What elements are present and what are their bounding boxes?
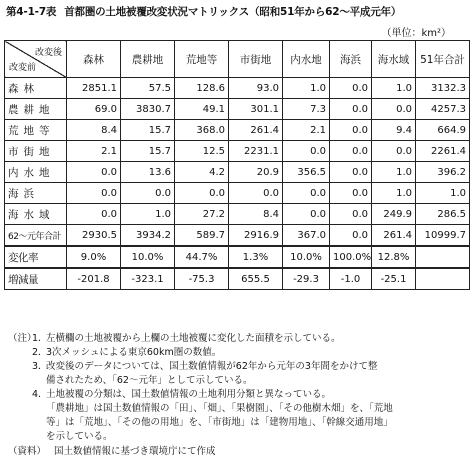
note-text: を示している。 <box>46 431 113 442</box>
note-line <box>8 374 458 388</box>
change-cell: -201.8 <box>67 268 121 290</box>
table-cell: 0.0 <box>330 120 372 141</box>
note-text: 備されたため、「62～元年」として示している。 <box>46 375 253 386</box>
rate-cell: 10.0% <box>283 246 330 268</box>
source-line <box>8 445 458 459</box>
rate-cell: 44.7% <box>175 246 229 268</box>
table-cell: 301.1 <box>229 99 283 120</box>
note-text: 土地被覆の分類は、国土数値情報の土地利用分類と異なっている。 <box>46 389 332 400</box>
note-number: 2． <box>32 347 48 358</box>
table-cell: 10999.7 <box>416 225 470 247</box>
table-cell: 0.0 <box>330 183 372 204</box>
col-header: 海浜 <box>330 41 372 78</box>
table-cell: 0.0 <box>175 183 229 204</box>
land-cover-matrix <box>4 40 470 290</box>
table-cell: 249.9 <box>372 204 416 225</box>
table-cell: 2916.9 <box>229 225 283 247</box>
table-cell: 15.7 <box>121 141 175 162</box>
table-cell: 27.2 <box>175 204 229 225</box>
source-text: 国土数値情報に基づき環境庁にて作成 <box>54 446 216 457</box>
table-cell: 8.4 <box>229 204 283 225</box>
table-cell: 2261.4 <box>416 141 470 162</box>
note-text: 「農耕地」は国土数値情報の「田」、「畑」、「果樹園」、「その他樹木畑」を、「荒地 <box>46 403 393 414</box>
unit-label: （単位：km²） <box>381 28 451 39</box>
note-text: 3次メッシュによる東京60km圏の数値。 <box>46 347 222 358</box>
table-cell: 0.0 <box>330 78 372 99</box>
table-cell: 286.5 <box>416 204 470 225</box>
table-cell: 128.6 <box>175 78 229 99</box>
row-label: 市街地 <box>5 141 67 162</box>
table-cell: 356.5 <box>283 162 330 183</box>
col-header: 荒地等 <box>175 41 229 78</box>
row-label: 海浜 <box>5 183 67 204</box>
notes <box>8 332 458 459</box>
note-number: 1． <box>32 333 48 344</box>
row-label: 増減量 <box>5 268 67 290</box>
table-cell: 2.1 <box>283 120 330 141</box>
change-cell <box>416 268 470 290</box>
row-label: 農耕地 <box>5 99 67 120</box>
col-header: 農耕地 <box>121 41 175 78</box>
rate-cell: 12.8% <box>372 246 416 268</box>
note-line <box>8 416 458 430</box>
rate-cell: 10.0% <box>121 246 175 268</box>
table-cell: 4257.3 <box>416 99 470 120</box>
table-cell: 69.0 <box>67 99 121 120</box>
change-cell: -323.1 <box>121 268 175 290</box>
table-cell: 3934.2 <box>121 225 175 247</box>
note-line <box>8 430 458 444</box>
row-label: 荒地等 <box>5 120 67 141</box>
table-row <box>5 204 470 225</box>
table-cell: 0.0 <box>67 183 121 204</box>
note-line <box>8 332 458 346</box>
table-cell: 0.0 <box>67 204 121 225</box>
rate-row <box>5 246 470 268</box>
table-cell: 8.4 <box>67 120 121 141</box>
table-cell: 0.0 <box>283 141 330 162</box>
source-label: （資料） <box>8 446 47 457</box>
table-cell: 1.0 <box>416 183 470 204</box>
row-label: 内水地 <box>5 162 67 183</box>
col-header: 内水地 <box>283 41 330 78</box>
rate-cell: 9.0% <box>67 246 121 268</box>
table-cell: 9.4 <box>372 120 416 141</box>
corner-after-label: 改変後 <box>34 48 62 58</box>
table-cell: 4.2 <box>175 162 229 183</box>
table-cell: 0.0 <box>283 204 330 225</box>
note-line <box>8 388 458 402</box>
table-cell: 261.4 <box>229 120 283 141</box>
table-cell: 1.0 <box>372 78 416 99</box>
note-text: 等」は「荒地」、「その他の用地」を、「市街地」は「建物用地」、「幹線交通用地」 <box>46 417 393 428</box>
row-label: 変化率 <box>5 246 67 268</box>
note-text: 改変後のデータについては、国土数値情報が62年から元年の3年間をかけて整 <box>46 361 378 372</box>
table-cell: 0.0 <box>372 141 416 162</box>
rate-cell: 1.3% <box>229 246 283 268</box>
table-cell: 368.0 <box>175 120 229 141</box>
change-cell: -25.1 <box>372 268 416 290</box>
table-row <box>5 78 470 99</box>
table-cell: 1.0 <box>372 183 416 204</box>
note-number: 4． <box>32 389 48 400</box>
table-cell: 664.9 <box>416 120 470 141</box>
table-cell: 13.6 <box>121 162 175 183</box>
table-cell: 93.0 <box>229 78 283 99</box>
rate-cell <box>416 246 470 268</box>
table-row <box>5 183 470 204</box>
table-cell: 20.9 <box>229 162 283 183</box>
table-cell: 396.2 <box>416 162 470 183</box>
change-cell: -29.3 <box>283 268 330 290</box>
change-row <box>5 268 470 290</box>
col-header: 森林 <box>67 41 121 78</box>
table-row <box>5 120 470 141</box>
note-number: 3． <box>32 361 48 372</box>
table-title-text: 首都圏の土地被覆改変状況マトリックス（昭和51年から62～平成元年） <box>64 6 402 18</box>
notes-label: （注） <box>8 333 37 344</box>
table-cell: 0.0 <box>121 183 175 204</box>
table-cell: 7.3 <box>283 99 330 120</box>
change-cell: 655.5 <box>229 268 283 290</box>
table-cell: 0.0 <box>330 204 372 225</box>
note-text: 左横欄の土地被覆から上欄の土地被覆に変化した面積を示している。 <box>46 333 341 344</box>
change-cell: -75.3 <box>175 268 229 290</box>
table-cell: 367.0 <box>283 225 330 247</box>
table-cell: 2231.1 <box>229 141 283 162</box>
table-cell: 12.5 <box>175 141 229 162</box>
corner-before-label: 改変前 <box>9 63 37 73</box>
table-title <box>6 4 458 19</box>
col-header: 市街地 <box>229 41 283 78</box>
table-cell: 1.0 <box>372 162 416 183</box>
table-cell: 0.0 <box>229 183 283 204</box>
row-label: 62～元年合計 <box>5 225 67 247</box>
table-row <box>5 99 470 120</box>
table-cell: 57.5 <box>121 78 175 99</box>
table-row <box>5 162 470 183</box>
note-line <box>8 402 458 416</box>
table-cell: 261.4 <box>372 225 416 247</box>
note-line <box>8 346 458 360</box>
note-line <box>8 360 458 374</box>
matrix-body <box>5 78 470 290</box>
table-cell: 0.0 <box>330 141 372 162</box>
table-cell: 2851.1 <box>67 78 121 99</box>
table-cell: 1.0 <box>283 78 330 99</box>
table-cell: 3830.7 <box>121 99 175 120</box>
table-cell: 0.0 <box>67 162 121 183</box>
table-cell: 0.0 <box>330 225 372 247</box>
col-header: 51年合計 <box>416 41 470 78</box>
col-header: 海水域 <box>372 41 416 78</box>
row-label: 海水域 <box>5 204 67 225</box>
table-cell: 2.1 <box>67 141 121 162</box>
table-cell: 0.0 <box>330 99 372 120</box>
table-cell: 2930.5 <box>67 225 121 247</box>
table-cell: 589.7 <box>175 225 229 247</box>
table-row <box>5 225 470 247</box>
table-cell: 0.0 <box>372 99 416 120</box>
rate-cell: 100.0% <box>330 246 372 268</box>
table-cell: 0.0 <box>283 183 330 204</box>
change-cell: -1.0 <box>330 268 372 290</box>
header-row <box>5 41 470 78</box>
row-label: 森林 <box>5 78 67 99</box>
table-cell: 49.1 <box>175 99 229 120</box>
table-cell: 1.0 <box>121 204 175 225</box>
table-cell: 3132.3 <box>416 78 470 99</box>
corner-cell <box>5 41 67 78</box>
table-cell: 15.7 <box>121 120 175 141</box>
table-number: 第4-1-7表 <box>6 6 57 18</box>
table-cell: 0.0 <box>330 162 372 183</box>
table-row <box>5 141 470 162</box>
